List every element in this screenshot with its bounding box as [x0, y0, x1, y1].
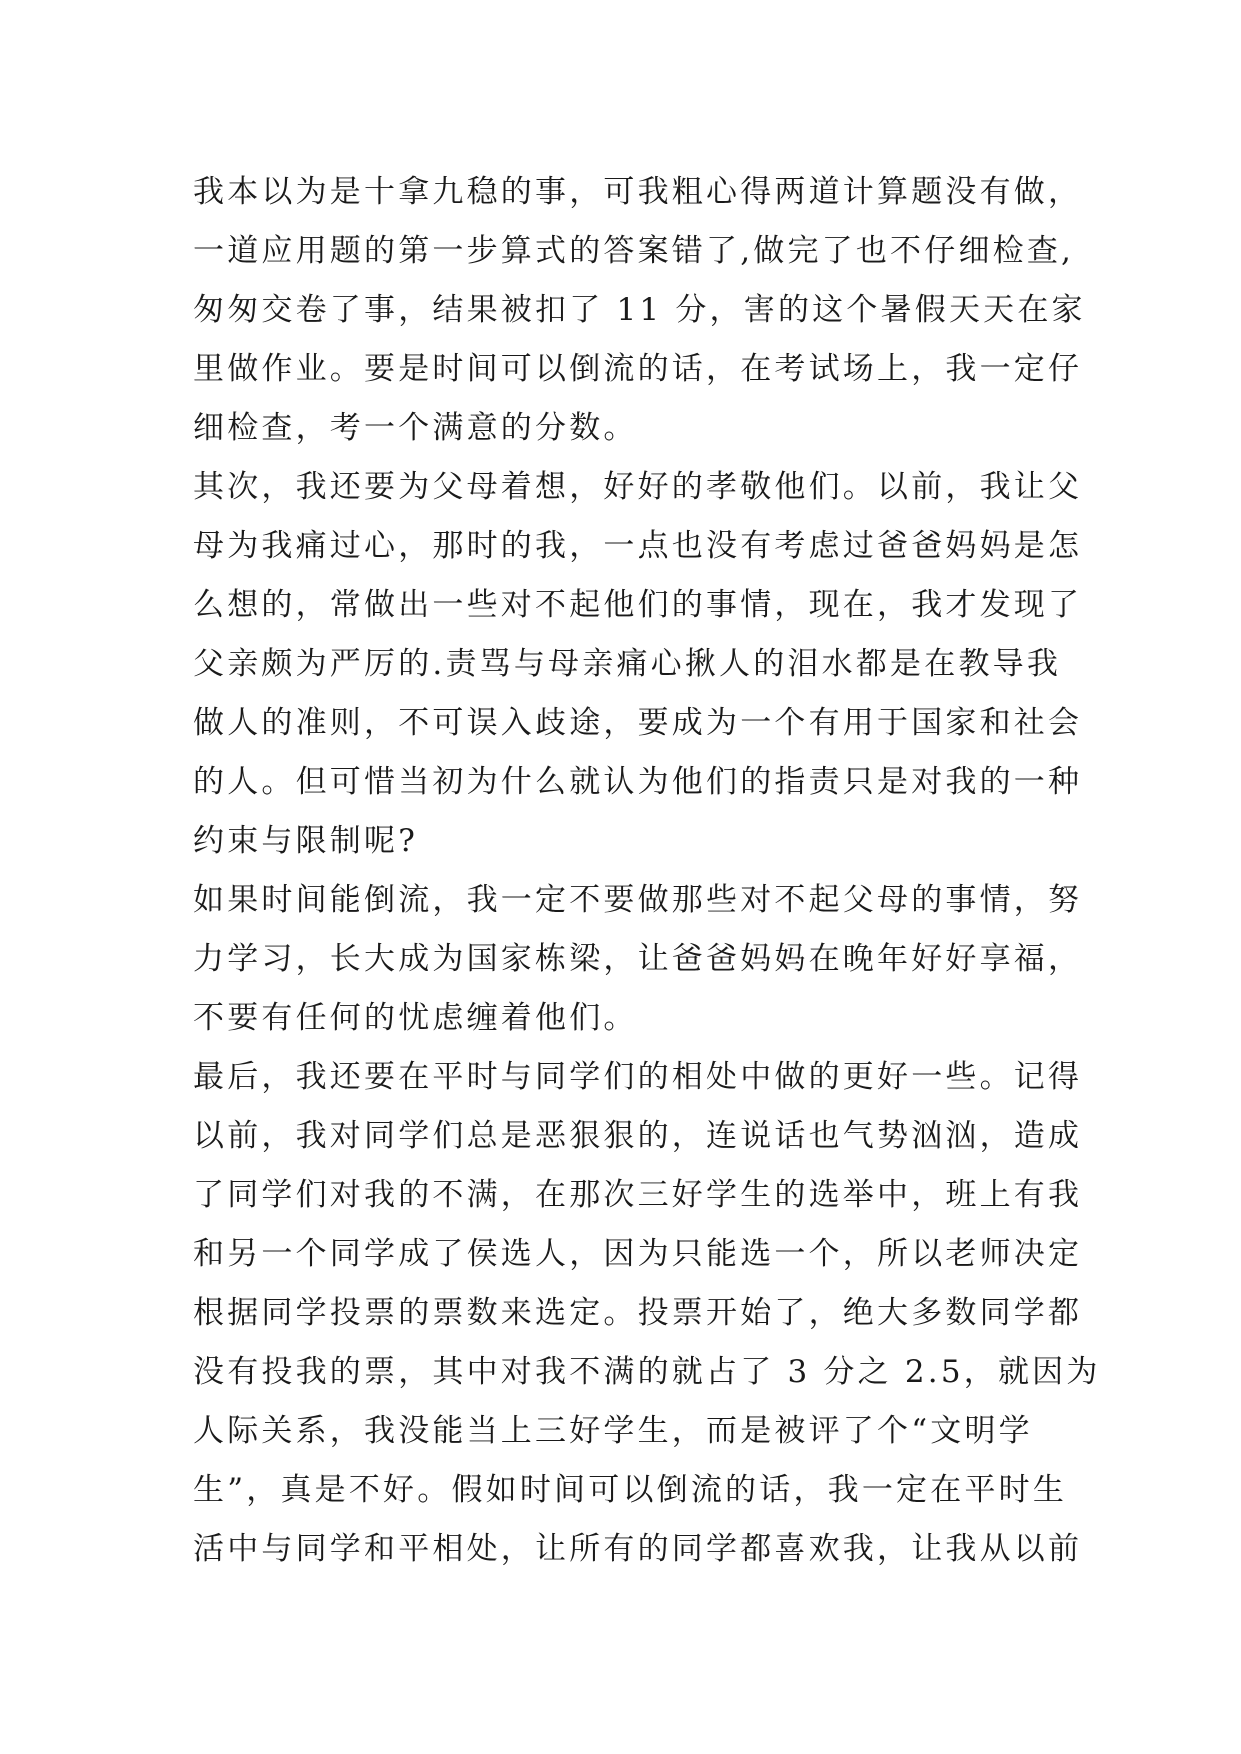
text-line: 里做作业。要是时间可以倒流的话，在考试场上，我一定仔 — [193, 351, 1083, 387]
text-line: 细检查，考一个满意的分数。 — [193, 410, 638, 446]
text-line: 生”，真是不好。假如时间可以倒流的话，我一定在平时生 — [193, 1472, 1068, 1508]
text-line: 其次，我还要为父母着想，好好的孝敬他们。以前，我让父 — [193, 469, 1083, 505]
text-line: 以前，我对同学们总是恶狠狠的，连说话也气势汹汹，造成 — [193, 1118, 1083, 1154]
text-line: 没有投我的票，其中对我不满的就占了 3 分之 2.5，就因为 — [193, 1354, 1101, 1390]
text-line: 和另一个同学成了侯选人，因为只能选一个，所以老师决定 — [193, 1236, 1083, 1272]
text-line: 力学习，长大成为国家栋梁，让爸爸妈妈在晚年好好享福， — [193, 941, 1083, 977]
body-text — [193, 163, 1101, 1579]
text-line: 一道应用题的第一步算式的答案错了,做完了也不仔细检查, — [193, 233, 1075, 269]
text-line: 人际关系，我没能当上三好学生，而是被评了个“文明学 — [193, 1413, 1033, 1449]
text-line: 匆匆交卷了事，结果被扣了 11 分，害的这个暑假天天在家 — [193, 292, 1086, 328]
text-line: 的人。但可惜当初为什么就认为他们的指责只是对我的一种 — [193, 764, 1083, 800]
text-line: 父亲颇为严厉的.责骂与母亲痛心揪人的泪水都是在教导我 — [193, 646, 1062, 682]
text-line: 我本以为是十拿九稳的事，可我粗心得两道计算题没有做， — [193, 174, 1083, 210]
text-line: 母为我痛过心，那时的我，一点也没有考虑过爸爸妈妈是怎 — [193, 528, 1083, 564]
text-line: 不要有任何的忧虑缠着他们。 — [193, 1000, 638, 1036]
text-line: 最后，我还要在平时与同学们的相处中做的更好一些。记得 — [193, 1059, 1083, 1095]
text-line: 根据同学投票的票数来选定。投票开始了，绝大多数同学都 — [193, 1295, 1083, 1331]
text-line: 如果时间能倒流，我一定不要做那些对不起父母的事情，努 — [193, 882, 1083, 918]
text-line: 活中与同学和平相处，让所有的同学都喜欢我，让我从以前 — [193, 1531, 1083, 1567]
text-line: 做人的准则，不可误入歧途，要成为一个有用于国家和社会 — [193, 705, 1083, 741]
text-line: 么想的，常做出一些对不起他们的事情，现在，我才发现了 — [193, 587, 1083, 623]
text-line: 了同学们对我的不满，在那次三好学生的选举中，班上有我 — [193, 1177, 1083, 1213]
text-line: 约束与限制呢? — [193, 823, 419, 859]
